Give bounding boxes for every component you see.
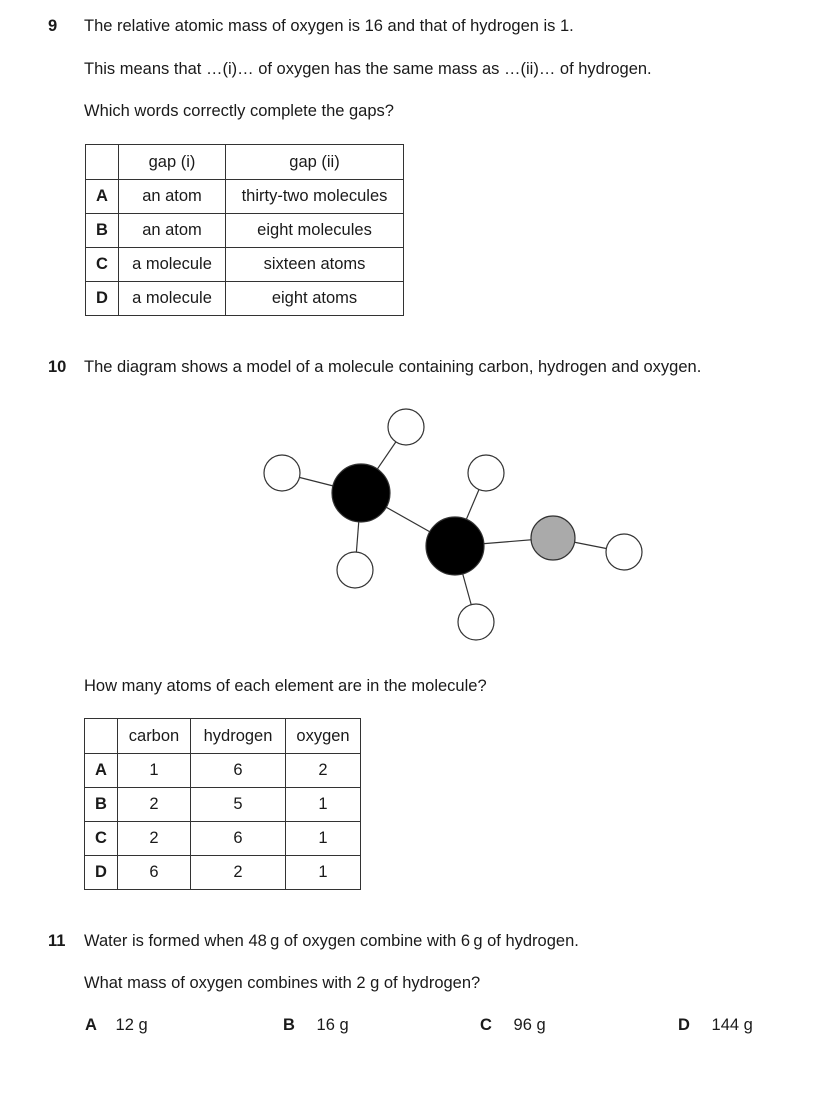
option-letter: D <box>85 856 118 890</box>
question-prompt: What mass of oxygen combines with 2 g of hydrogen? <box>84 974 481 992</box>
option-letter: A <box>85 754 118 788</box>
table-cell: 6 <box>191 754 286 788</box>
table-cell: 1 <box>286 822 361 856</box>
table-cell: eight atoms <box>226 282 404 316</box>
question-text: This means that …(i)… of oxygen has the same mass as …(ii)… of hydrogen. <box>84 60 652 78</box>
table-header-cell: gap (i) <box>119 145 226 180</box>
carbon-atom <box>426 517 484 575</box>
table-cell: eight molecules <box>226 214 404 248</box>
question-number: 10 <box>48 358 67 376</box>
table-row <box>85 754 361 788</box>
answer-option-c <box>480 1016 546 1035</box>
option-text: 144 g <box>711 1016 753 1034</box>
option-text: 16 g <box>316 1016 349 1034</box>
answer-option-d <box>678 1016 753 1035</box>
question-text: Water is formed when 48 g of oxygen combine with 6 g of hydrogen. <box>84 932 579 950</box>
oxygen-atom <box>531 516 575 560</box>
table-header-cell: carbon <box>118 719 191 754</box>
table-cell: a molecule <box>119 282 226 316</box>
table-cell: 5 <box>191 788 286 822</box>
answer-table <box>84 718 361 890</box>
carbon-atom <box>332 464 390 522</box>
table-cell: 2 <box>118 788 191 822</box>
option-letter: A <box>86 180 119 214</box>
option-letter: A <box>85 1016 97 1034</box>
table-cell: 6 <box>118 856 191 890</box>
option-letter: C <box>85 822 118 856</box>
question-prompt: How many atoms of each element are in the molecule? <box>84 677 487 695</box>
hydrogen-atom <box>458 604 494 640</box>
table-cell: 1 <box>286 856 361 890</box>
question-text: The relative atomic mass of oxygen is 16 and that of hydrogen is 1. <box>84 17 574 35</box>
question-text: The diagram shows a model of a molecule containing carbon, hydrogen and oxygen. <box>84 358 702 376</box>
table-cell: thirty-two molecules <box>226 180 404 214</box>
question-prompt: Which words correctly complete the gaps? <box>84 102 394 120</box>
option-letter: C <box>86 248 119 282</box>
hydrogen-atom <box>264 455 300 491</box>
option-text: 12 g <box>115 1016 148 1034</box>
option-letter: B <box>283 1016 295 1034</box>
table-cell: a molecule <box>119 248 226 282</box>
option-letter: B <box>85 788 118 822</box>
hydrogen-atom <box>468 455 504 491</box>
option-letter: C <box>480 1016 492 1034</box>
table-cell: 1 <box>118 754 191 788</box>
option-text: 96 g <box>513 1016 546 1034</box>
table-cell: 6 <box>191 822 286 856</box>
option-letter: D <box>678 1016 690 1034</box>
question-number: 11 <box>48 932 66 950</box>
table-header-row <box>85 719 361 754</box>
hydrogen-atom <box>337 552 373 588</box>
table-row <box>85 788 361 822</box>
table-cell: sixteen atoms <box>226 248 404 282</box>
table-cell: 2 <box>286 754 361 788</box>
table-cell: 1 <box>286 788 361 822</box>
table-header-cell: oxygen <box>286 719 361 754</box>
table-cell: 2 <box>191 856 286 890</box>
table-cell: an atom <box>119 180 226 214</box>
table-header-cell: hydrogen <box>191 719 286 754</box>
answer-option-b <box>283 1016 349 1035</box>
table-row <box>85 856 361 890</box>
hydrogen-atom <box>388 409 424 445</box>
question-number: 9 <box>48 17 58 35</box>
hydrogen-atom <box>606 534 642 570</box>
option-letter: B <box>86 214 119 248</box>
table-header-cell <box>85 719 118 754</box>
table-header-cell: gap (ii) <box>226 145 404 180</box>
table-row <box>85 822 361 856</box>
table-cell: an atom <box>119 214 226 248</box>
option-letter: D <box>86 282 119 316</box>
table-cell: 2 <box>118 822 191 856</box>
answer-option-a <box>85 1016 148 1035</box>
